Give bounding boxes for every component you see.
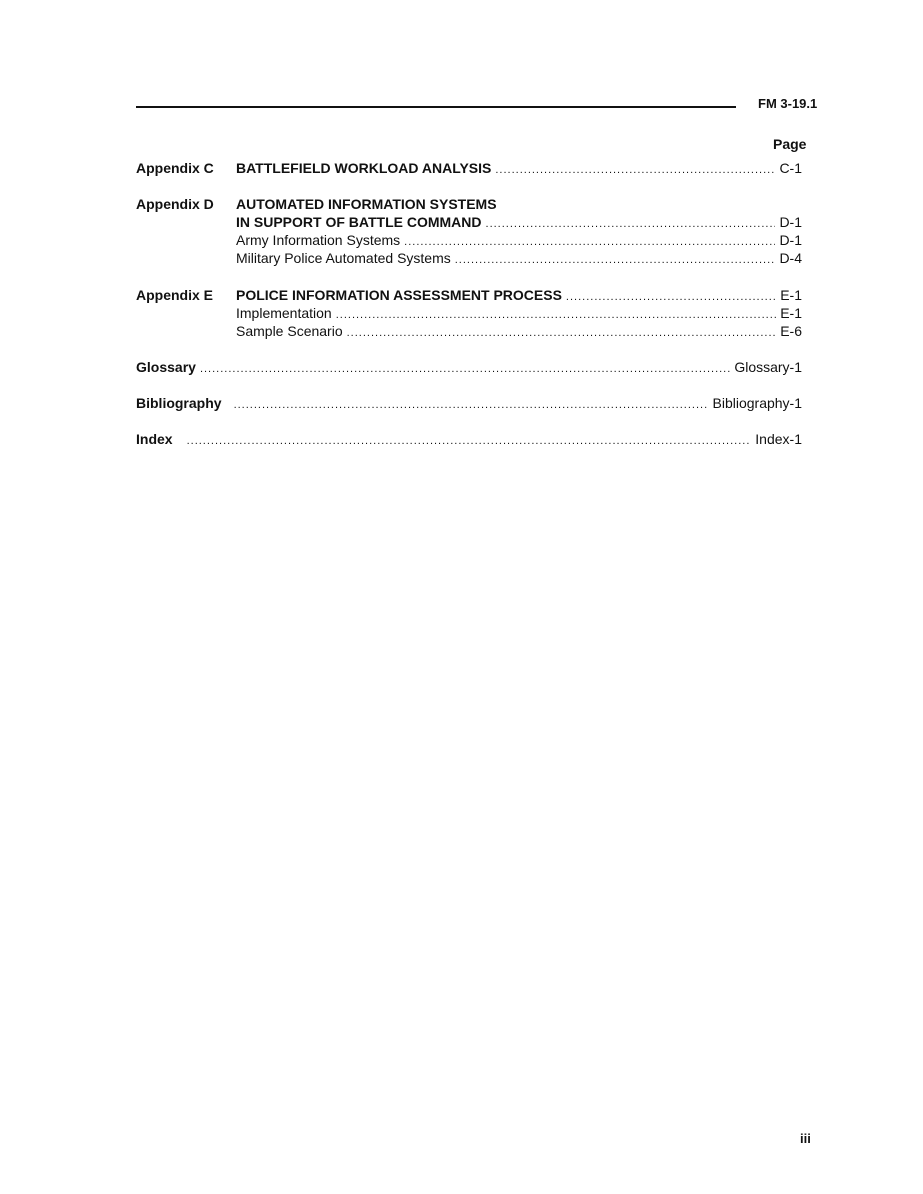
page-column-heading: Page — [773, 136, 807, 152]
toc-entry-appendix-d[interactable] — [236, 214, 802, 232]
toc-entry-title: Glossary — [136, 359, 196, 375]
toc-entry-page: D-4 — [779, 250, 802, 266]
dot-leader — [495, 164, 775, 176]
toc-entry-appendix-e[interactable] — [236, 287, 802, 305]
document-id: FM 3-19.1 — [758, 96, 818, 111]
toc-entry-page: E-6 — [780, 323, 802, 339]
dot-leader — [187, 435, 752, 447]
dot-leader — [404, 236, 775, 248]
dot-leader — [336, 309, 776, 321]
toc-entry-page: E-1 — [780, 305, 802, 321]
toc-entry-army-information-systems[interactable] — [236, 232, 802, 250]
appendix-d-label: Appendix D — [136, 196, 214, 212]
toc-entry-title: IN SUPPORT OF BATTLE COMMAND — [236, 214, 482, 230]
toc-entry-page: D-1 — [779, 232, 802, 248]
toc-entry-page: D-1 — [779, 214, 802, 230]
header-rule — [136, 106, 736, 108]
dot-leader — [200, 363, 730, 375]
toc-entry-bibliography[interactable] — [136, 395, 802, 413]
toc-entry-title: Sample Scenario — [236, 323, 343, 339]
toc-entry-title: Bibliography — [136, 395, 222, 411]
toc-entry-title: Implementation — [236, 305, 332, 321]
toc-entry-title: BATTLEFIELD WORKLOAD ANALYSIS — [236, 160, 492, 176]
toc-entry-title: Index — [136, 431, 173, 447]
toc-entry-glossary[interactable] — [136, 359, 802, 377]
toc-entry-military-police-automated-systems[interactable] — [236, 250, 802, 268]
toc-entry-sample-scenario[interactable] — [236, 323, 802, 341]
toc-entry-appendix-c[interactable] — [236, 160, 802, 178]
toc-entry-title-line1: AUTOMATED INFORMATION SYSTEMS — [236, 196, 497, 212]
dot-leader — [566, 291, 776, 303]
dot-leader — [234, 399, 709, 411]
dot-leader — [455, 254, 776, 266]
dot-leader — [486, 218, 776, 230]
toc-entry-title: POLICE INFORMATION ASSESSMENT PROCESS — [236, 287, 562, 303]
toc-entry-page: E-1 — [780, 287, 802, 303]
dot-leader — [347, 327, 777, 339]
toc-entry-index[interactable] — [136, 431, 802, 449]
toc-entry-title: Military Police Automated Systems — [236, 250, 451, 266]
toc-entry-title: Army Information Systems — [236, 232, 401, 248]
appendix-e-label: Appendix E — [136, 287, 214, 303]
toc-entry-page: Index-1 — [755, 431, 802, 447]
page-number: iii — [800, 1131, 811, 1146]
toc-entry-implementation[interactable] — [236, 305, 802, 323]
toc-entry-page: C-1 — [779, 160, 802, 176]
toc-entry-page: Bibliography-1 — [712, 395, 802, 411]
appendix-c-label: Appendix C — [136, 160, 214, 176]
toc-entry-page: Glossary-1 — [734, 359, 802, 375]
